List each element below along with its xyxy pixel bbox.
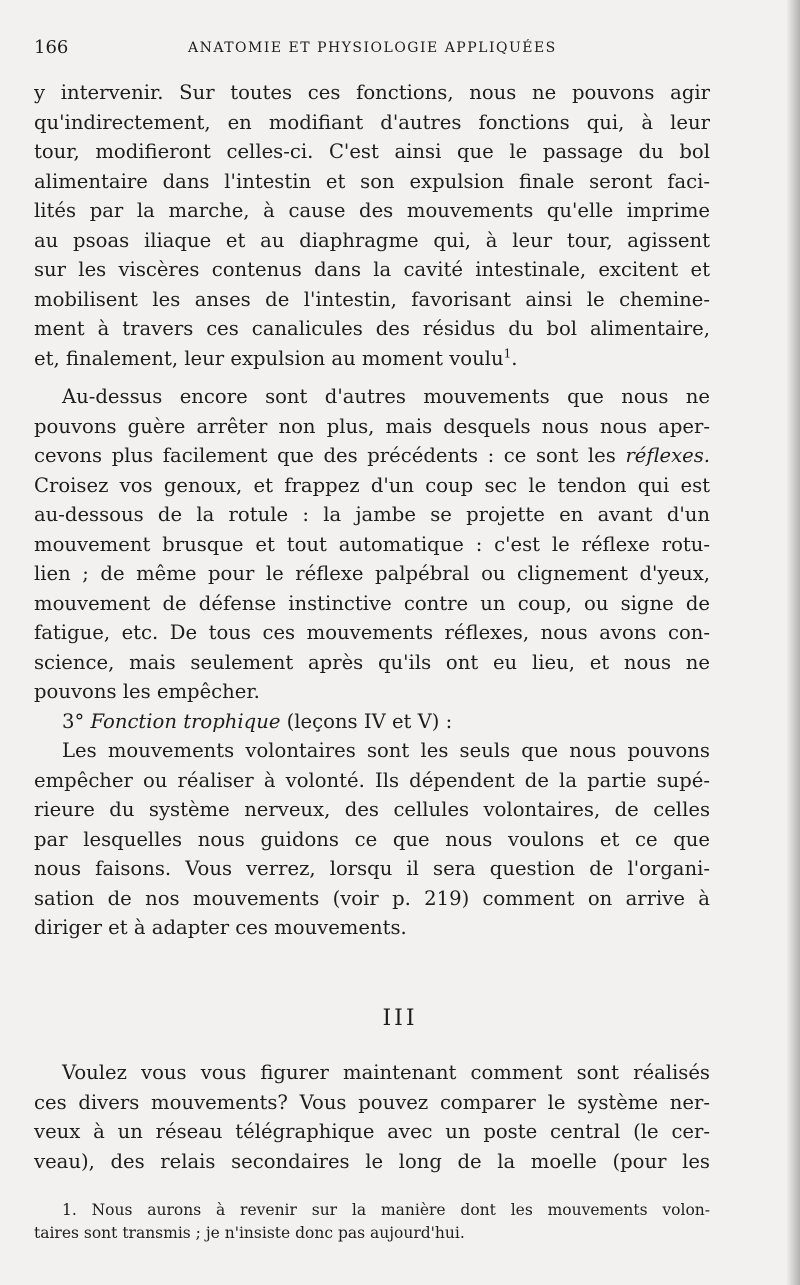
text-line: ment à travers ces canalicules des résidus du bol alimentaire, (34, 317, 710, 340)
text-line: pouvons les empêcher. (34, 680, 260, 703)
text-line: Voulez vous vous figurer maintenant comment sont réalisés (62, 1061, 710, 1084)
italic-term: réflexes. (625, 444, 710, 467)
text-line: ces divers mouvements? Vous pouvez comparer le système ner- (34, 1090, 710, 1114)
text-line: mobilisent les anses de l'intestin, favorisant ainsi le chemine- (34, 287, 710, 311)
running-title: ANATOMIE ET PHYSIOLOGIE APPLIQUÉES (188, 40, 557, 56)
text-line: lités par la marche, à cause des mouvements qu'elle imprime (34, 199, 710, 222)
subheading-rest: (leçons IV et V) : (280, 709, 453, 733)
text-line: science, mais seulement après qu'ils ont eu lieu, et nous ne (34, 650, 710, 674)
subheading-title: Fonction trophique (90, 709, 281, 733)
text-fragment: et, finalement, leur expulsion au moment voulu (34, 346, 504, 370)
text-line: fatigue, etc. De tous ces mouvements réflexes, nous avons con- (34, 621, 710, 644)
text-line: diriger et à adapter ces mouvements. (34, 916, 407, 939)
text-line: veux à un réseau télégraphique avec un poste central (le cer- (34, 1120, 710, 1143)
text-line: alimentaire dans l'intestin et son expulsion finale seront faci- (34, 169, 710, 193)
page-number: 166 (34, 37, 69, 58)
footnotes (34, 1199, 710, 1245)
subheading (34, 707, 710, 737)
text-line: au psoas iliaque et au diaphragme qui, à leur tour, agissent (34, 228, 710, 252)
text-line: sur les viscères contenus dans la cavité intestinale, excitent et (34, 258, 710, 281)
text-line (34, 441, 710, 471)
text-line: Les mouvements volontaires sont les seuls que nous pouvons (62, 739, 710, 762)
text-line: rieure du système nerveux, des cellules volontaires, de celles (34, 798, 710, 821)
section-heading: III (382, 1006, 418, 1031)
main-text-section-3 (34, 1058, 710, 1176)
text-line: par lesquelles nous guidons ce que nous voulons et ce que (34, 827, 710, 851)
text-line: mouvement brusque et tout automatique : c'est le réflexe rotu- (34, 532, 710, 556)
text-line: y intervenir. Sur toutes ces fonctions, nous ne pouvons agir (34, 81, 710, 104)
text-line: sation de nos mouvements (voir p. 219) comment on arrive à (34, 886, 710, 910)
footnote-ref: 1 (503, 345, 512, 360)
text-line: et, finalement, leur expulsion au moment voulu$^1$. (34, 345, 518, 370)
subheading-number: 3° (62, 709, 85, 733)
text-line: pouvons guère arrêter non plus, mais desquels nous nous aper- (34, 414, 710, 438)
footnote-line: taires sont transmis ; je n'insiste donc pas aujourd'hui. (34, 1224, 465, 1242)
text-line: empêcher ou réaliser à volonté. Ils dépendent de la partie supé- (34, 768, 710, 792)
text-line: Au-dessus encore sont d'autres mouvements que nous ne (62, 385, 710, 408)
main-text (34, 78, 710, 943)
text-fragment: cevons plus facilement que des précédents : ce sont les (34, 444, 626, 467)
text-line: mouvement de défense instinctive contre un coup, ou signe de (34, 591, 710, 615)
text-line: veau), des relais secondaires le long de la moelle (pour les (34, 1149, 710, 1173)
text-line: Croisez vos genoux, et frappez d'un coup sec le tendon qui est (34, 473, 710, 497)
running-head (34, 35, 760, 61)
text-line: qu'indirectement, en modifiant d'autres fonctions qui, à leur (34, 110, 710, 134)
footnote-line: 1. Nous aurons à revenir sur la manière dont les mouvements volon- (62, 1201, 710, 1219)
text-line: au-dessous de la rotule : la jambe se projette en avant d'un (34, 503, 710, 526)
text-line: nous faisons. Vous verrez, lorsqu il sera question de l'organi- (34, 857, 710, 880)
text-line: lien ; de même pour le réflexe palpébral ou clignement d'yeux, (34, 562, 710, 585)
text-line: tour, modifieront celles-ci. C'est ainsi que le passage du bol (34, 140, 710, 163)
